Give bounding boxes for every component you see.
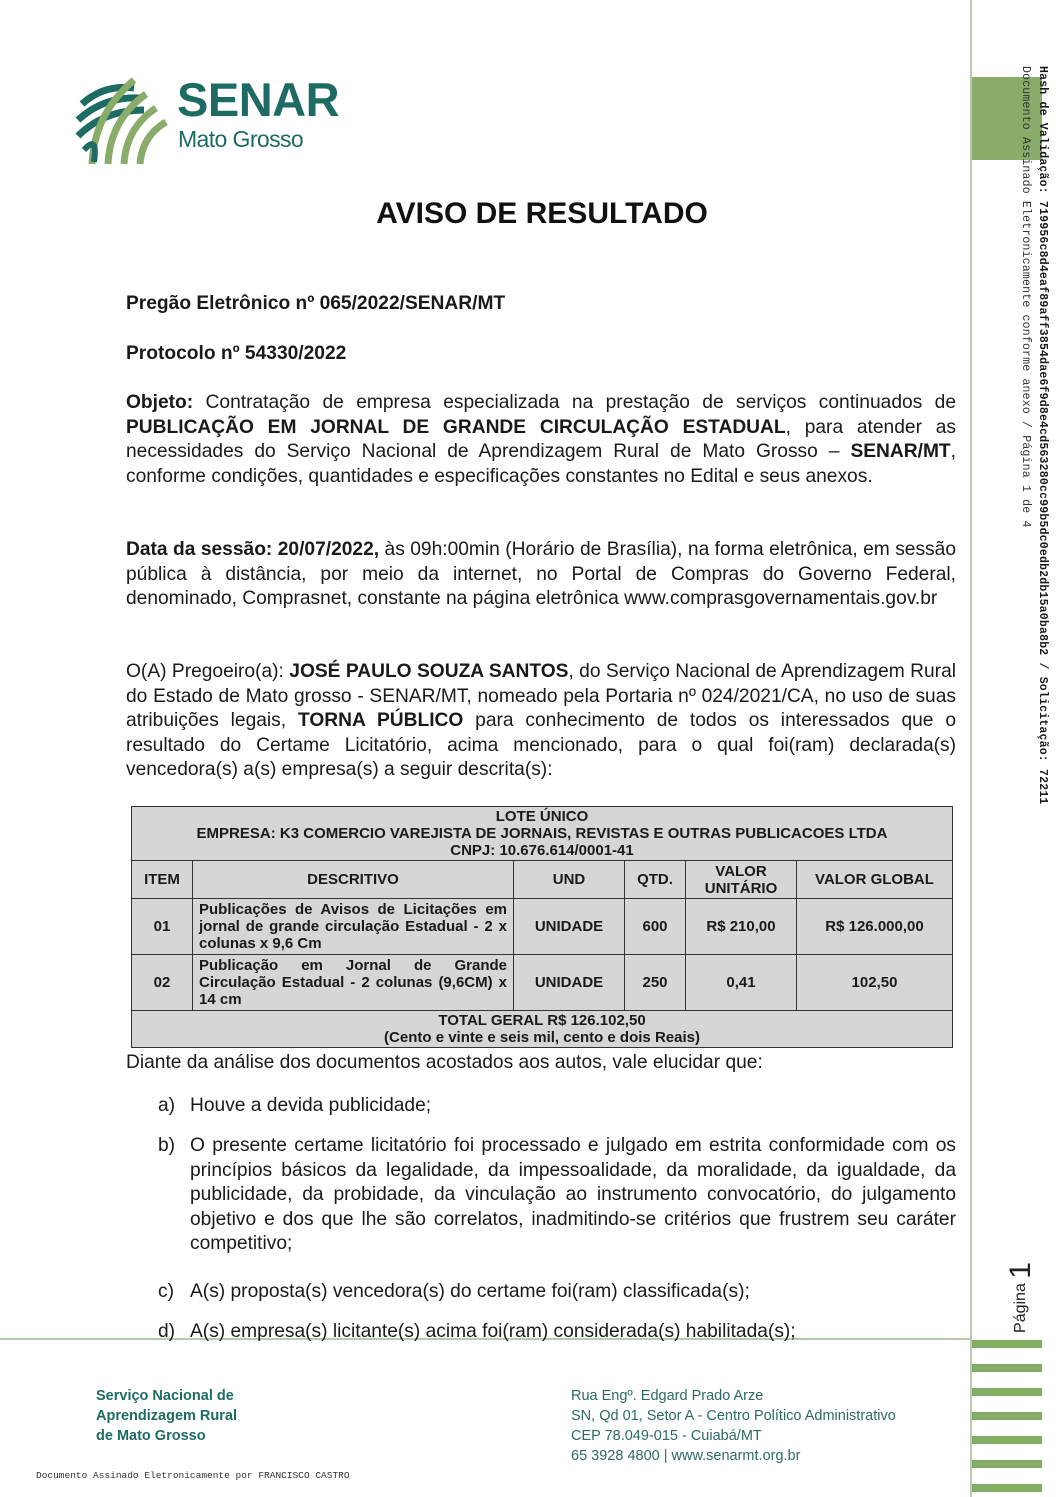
signed-annotation: Documento Assinado Eletronicamente conforme anexo / Página 1 de 4 [1019, 66, 1032, 528]
objeto-label: Objeto: [126, 392, 194, 413]
sessao-text: às 09h:00min (Horário de Brasília), na forma eletrônica, em sessão pública à distância, por meio da internet, no Portal de Compras do Governo Federal, denominado, Comprasnet, constante na página eletrônica www.comprasgovernamentais.gov.br [126, 539, 956, 609]
total-extenso: (Cento e vinte e seis mil, cento e dois Reais) [384, 1029, 700, 1046]
page-label: Página [1012, 1283, 1029, 1333]
list-marker: d) [158, 1321, 176, 1342]
list-text: Houve a devida publicidade; [190, 1095, 432, 1116]
list-marker: b) [158, 1135, 176, 1156]
footer-address [571, 1386, 896, 1466]
address-line: SN, Qd 01, Setor A - Centro Político Administrativo [571, 1408, 896, 1424]
address-line: 65 3928 4800 | www.senarmt.org.br [571, 1448, 801, 1464]
org-line: Aprendizagem Rural [96, 1408, 237, 1424]
footer-stripe [972, 1436, 1042, 1444]
cnpj-label: CNPJ: 10.676.614/0001-41 [450, 842, 634, 859]
cell-item: 01 [132, 899, 193, 955]
table-total-row [132, 1011, 953, 1048]
footer-stripe [972, 1412, 1042, 1420]
table-row [132, 955, 953, 1011]
cell-global: R$ 126.000,00 [797, 899, 953, 955]
footer-stripe [972, 1388, 1042, 1396]
cell-descritivo: Publicação em Jornal de Grande Circulação Estadual - 2 colunas (9,6CM) x 14 cm [193, 955, 514, 1011]
table-header-block [132, 807, 953, 861]
result-table [131, 806, 953, 1048]
pregoeiro-text: para conhecimento de todos os interessados que o resultado do Certame Licitatório, acima mencionado, para o qual foi(ram) declarada(s) vencedora(s) a(s) empresa(s) a seguir descrita(s): [126, 710, 956, 780]
lote-label: LOTE ÚNICO [495, 808, 589, 825]
sessao-label: Data da sessão: 20/07/2022, [126, 539, 380, 560]
pregoeiro-highlight: TORNA PÚBLICO [297, 710, 464, 731]
senar-logo-icon [74, 74, 174, 166]
footer-organization [96, 1386, 237, 1446]
address-line: CEP 78.049-015 - Cuiabá/MT [571, 1428, 762, 1444]
objeto-text: Contratação de empresa especializada na prestação de serviços continuados de [193, 392, 956, 413]
brand-name: SENAR [177, 73, 340, 126]
list-text: A(s) empresa(s) licitante(s) acima foi(ram) considerada(s) habilitada(s); [190, 1321, 796, 1342]
cell-unitario: R$ 210,00 [686, 899, 797, 955]
objeto-text: , para atender as necessidades do Serviço Nacional de Aprendizagem Rural de Mato Grosso – [126, 416, 956, 462]
cell-unitario: 0,41 [686, 955, 797, 1011]
document-title: AVISO DE RESULTADO [376, 197, 708, 230]
lote-header [132, 807, 953, 861]
page-number [1004, 1262, 1038, 1333]
cell-qtd: 600 [625, 899, 686, 955]
cell-qtd: 250 [625, 955, 686, 1011]
cell-und: UNIDADE [514, 955, 625, 1011]
brand-subtitle: Mato Grosso [178, 126, 304, 152]
list-text: O presente certame licitatório foi processado e julgado em estrita conformidade com os princípios básicos da legalidade, da impessoalidade, da moralidade, da igualdade, da publicidade, da probidade, da vinculação ao instrumento convocatório, do julgamento objetivo e dos que lhe são correlatos, inadmitindo-se critérios que frustrem seu caráter competitivo; [190, 1135, 956, 1254]
pregao-number: Pregão Eletrônico nº 065/2022/SENAR/MT [126, 293, 506, 314]
table-row [132, 899, 953, 955]
objeto-highlight: PUBLICAÇÃO EM JORNAL DE GRANDE CIRCULAÇÃO ESTADUAL [126, 416, 786, 438]
list-marker: c) [158, 1281, 174, 1302]
pregoeiro-paragraph [126, 660, 956, 783]
total-value: TOTAL GERAL R$ 126.102,50 [438, 1012, 646, 1029]
column-header: UND [514, 861, 625, 899]
column-header: QTD. [625, 861, 686, 899]
org-line: Serviço Nacional de [96, 1388, 234, 1404]
cell-global: 102,50 [797, 955, 953, 1011]
pregoeiro-name: JOSÉ PAULO SOUZA SANTOS [289, 661, 569, 682]
list-marker: a) [158, 1095, 176, 1116]
cell-item: 02 [132, 955, 193, 1011]
org-line: de Mato Grosso [96, 1428, 206, 1444]
cell-descritivo: Publicações de Avisos de Licitações em jornal de grande circulação Estadual - 2 x colunas x 9,6 Cm [193, 899, 514, 955]
sessao-paragraph [126, 538, 956, 612]
objeto-highlight: SENAR/MT [850, 441, 951, 462]
list-text: A(s) proposta(s) vencedora(s) do certame foi(ram) classificada(s); [190, 1281, 750, 1302]
column-header: VALOR UNITÁRIO [686, 861, 797, 899]
pregoeiro-text: , do Serviço Nacional de Aprendizagem Rural do Estado de Mato grosso - SENAR/MT, nomeado pela Portaria nº 024/2021/CA, no uso de suas atribuições legais, [126, 661, 957, 731]
footer-stripe [972, 1484, 1042, 1492]
footer-stripe [972, 1364, 1042, 1372]
column-header: ITEM [132, 861, 193, 899]
diante-paragraph: Diante da análise dos documentos acostados aos autos, vale elucidar que: [126, 1052, 763, 1073]
objeto-text: , conforme condições, quantidades e especificações constantes no Edital e seus anexos. [126, 441, 956, 487]
protocolo-number: Protocolo nº 54330/2022 [126, 343, 347, 364]
page-number-value: 1 [1004, 1262, 1037, 1279]
pregoeiro-text: O(A) Pregoeiro(a): [126, 661, 290, 682]
total-cell [132, 1011, 953, 1048]
column-header: DESCRITIVO [193, 861, 514, 899]
empresa-label: EMPRESA: K3 COMERCIO VAREJISTA DE JORNAIS, REVISTAS E OUTRAS PUBLICACOES LTDA [196, 825, 888, 842]
signature-note: Documento Assinado Eletronicamente por FRANCISCO CASTRO [36, 1470, 350, 1481]
address-line: Rua Engº. Edgard Prado Arze [571, 1388, 764, 1404]
validation-hash: Hash de Validação: 719956c8d4eaf89aff3854dae6f9d8e4cd563280cc99b5dc0edb2db15a0ba8b2 / Solicitação: 72211 [1036, 66, 1049, 805]
objeto-paragraph [126, 391, 956, 489]
cell-und: UNIDADE [514, 899, 625, 955]
footer-stripe [972, 1340, 1042, 1348]
column-header: VALOR GLOBAL [797, 861, 953, 899]
footer-stripe [972, 1460, 1042, 1468]
table-column-headers [132, 861, 953, 899]
